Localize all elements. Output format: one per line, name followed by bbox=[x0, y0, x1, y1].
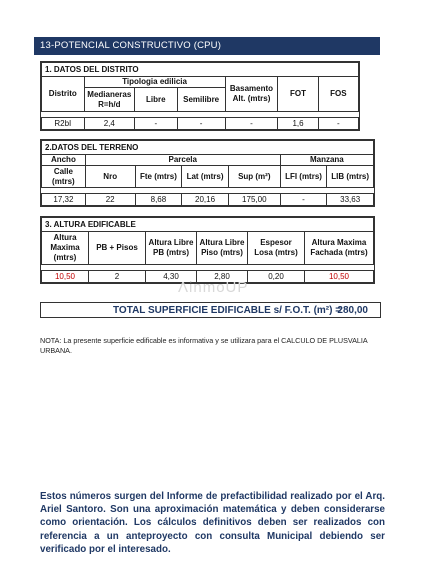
section-header: 13-POTENCIAL CONSTRUCTIVO (CPU) bbox=[34, 37, 380, 55]
col-header: FOS bbox=[318, 77, 358, 112]
col-header: Espesor Losa (mtrs) bbox=[248, 232, 305, 265]
table-cell: R2bI bbox=[42, 118, 85, 130]
col-header: PB + Pisos bbox=[89, 232, 146, 265]
table-cell: 2 bbox=[89, 271, 146, 283]
note-text: NOTA: La presente superficie edificable es informativa y se utilizara para el CALCULO DE PLUSVALIA URBANA. bbox=[40, 336, 368, 355]
table-cell: 8,68 bbox=[135, 194, 182, 206]
table-cell: - bbox=[225, 118, 278, 130]
col-header: Parcela bbox=[85, 155, 280, 166]
col-header: Altura Maxima (mtrs) bbox=[42, 232, 89, 265]
col-header: Lat (mtrs) bbox=[182, 166, 229, 188]
col-header: Ancho bbox=[42, 155, 86, 166]
table-cell: - bbox=[318, 118, 358, 130]
col-header: Sup (m²) bbox=[228, 166, 280, 188]
col-header: Nro bbox=[85, 166, 135, 188]
table-cell: 2,4 bbox=[84, 118, 134, 130]
col-header: Altura Libre Piso (mtrs) bbox=[197, 232, 248, 265]
total-value: 280,00 bbox=[337, 305, 368, 316]
col-header: Altura Libre PB (mtrs) bbox=[146, 232, 197, 265]
table-cell: - bbox=[134, 118, 177, 130]
district-data-table bbox=[40, 61, 360, 131]
table-cell: 22 bbox=[85, 194, 135, 206]
table-cell: 1,6 bbox=[278, 118, 318, 130]
section-title: 3. ALTURA EDIFICABLE bbox=[42, 218, 374, 232]
table-cell: 0,20 bbox=[248, 271, 305, 283]
land-data-table bbox=[40, 139, 375, 207]
total-label: TOTAL SUPERFICIE EDIFICABLE s/ F.O.T. (m²) = bbox=[113, 305, 342, 316]
col-header: Fte (mtrs) bbox=[135, 166, 182, 188]
col-header: Tipologia edilicia bbox=[84, 77, 225, 88]
col-header: Altura Maxima Fachada (mtrs) bbox=[305, 232, 374, 265]
col-header: Manzana bbox=[280, 155, 373, 166]
table-cell: 33,63 bbox=[327, 194, 374, 206]
col-header: LFI (mtrs) bbox=[280, 166, 327, 188]
table-cell: - bbox=[280, 194, 327, 206]
col-header: Calle (mtrs) bbox=[42, 166, 86, 188]
table-cell: 10,50 bbox=[42, 271, 89, 283]
col-header: Libre bbox=[134, 88, 177, 112]
table-cell: 175,00 bbox=[228, 194, 280, 206]
watermark-logo: ΛinmoUP bbox=[178, 279, 249, 296]
footer-disclaimer: Estos números surgen del Informe de prefactibilidad realizado por el Arq. Ariel Santoro. Son una aproximación matemática y deben considerarse como orientación. Los cálculos definitivos deben ser realizados con referencia a un anteproyecto con consulta Municipal debiendo ser verificado por el interesado. bbox=[40, 491, 385, 555]
col-header: FOT bbox=[278, 77, 318, 112]
table-cell: 20,16 bbox=[182, 194, 229, 206]
section-title: 2.DATOS DEL TERRENO bbox=[42, 141, 374, 155]
table-cell: 10,50 bbox=[305, 271, 374, 283]
buildable-height-table bbox=[40, 216, 375, 284]
col-header: LIB (mtrs) bbox=[327, 166, 374, 188]
col-header: Semilibre bbox=[177, 88, 225, 112]
col-header: Medianeras R=h/d bbox=[84, 88, 134, 112]
table-cell: 17,32 bbox=[42, 194, 86, 206]
total-buildable-area bbox=[40, 302, 381, 318]
table-cell: 2,80 bbox=[197, 271, 248, 283]
col-header: Basamento Alt. (mtrs) bbox=[225, 77, 278, 112]
section-title: 1. DATOS DEL DISTRITO bbox=[42, 63, 359, 77]
table-cell: 4,30 bbox=[146, 271, 197, 283]
table-cell: - bbox=[177, 118, 225, 130]
col-header: Distrito bbox=[42, 77, 85, 112]
